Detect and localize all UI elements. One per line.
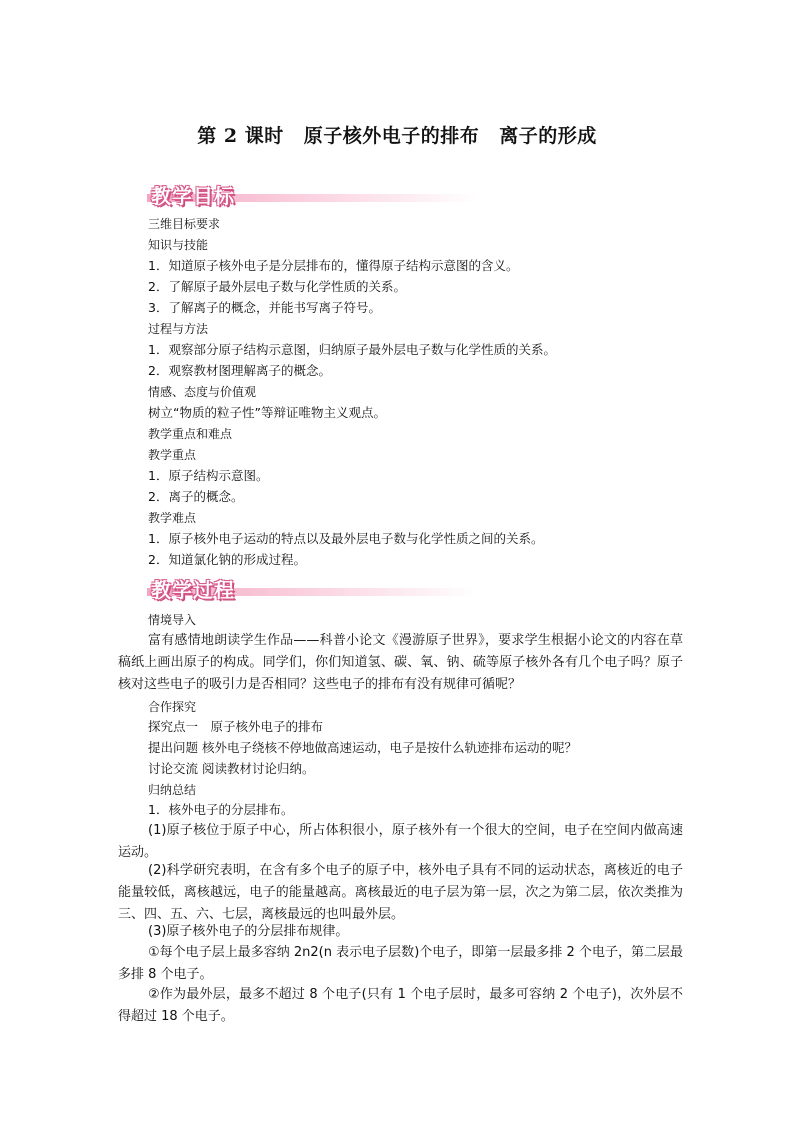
focus-item: 1．原子结构示意图。 [148,468,269,483]
title-topic-2: 离子的形成 [499,125,597,147]
focus-heading: 教学重点 [148,448,197,462]
difficulty-item: 2．知道氯化钠的形成过程。 [148,552,306,567]
intro-paragraph: 富有感情地朗读学生作品——科普小论文《漫游原子世界》，要求学生根据小论文的内容在草稿纸上画出原子的构成。同学们，你们知道氢、碳、氧、钠、硫等原子核外各有几个电子吗？原子核对这些电子的吸引力是否相同？这些电子的排布有没有规律可循呢？ [118,633,683,692]
goals-heading: 三维目标要求 [148,217,221,231]
coop-heading: 合作探究 [148,700,197,714]
summary-paragraph-5: ②作为最外层，最多不超过 8 个电子(只有 1 个电子层时，最多可容纳 2 个电子)，次外层不得超过 18 个电子。 [118,987,683,1024]
attitude-heading: 情感、态度与价值观 [148,385,257,399]
exploration-point-1: 探究点一 原子核外电子的排布 [148,719,324,734]
intro-heading: 情境导入 [148,613,197,627]
objectives-banner [147,180,477,210]
process-method-heading: 过程与方法 [148,322,209,336]
banner-label: 教学过程 [151,578,235,602]
title-lesson-number: 第 2 课时 [197,125,284,147]
difficulty-heading: 教学难点 [148,511,197,525]
attitude-text: 树立“物质的粒子性”等辩证唯物主义观点。 [148,405,386,420]
keypoints-heading: 教学重点和难点 [148,427,233,441]
summary-paragraph-4: ①每个电子层上最多容纳 2n2(n 表示电子层数)个电子，即第一层最多排 2 个电子，第二层最多排 8 个电子。 [118,945,683,982]
summary-heading: 归纳总结 [148,783,197,797]
process-method-item: 1．观察部分原子结构示意图，归纳原子最外层电子数与化学性质的关系。 [148,342,556,357]
summary-paragraph-1: (1)原子核位于原子中心，所占体积很小，原子核外有一个很大的空间，电子在空间内做高速运动。 [118,823,683,860]
process-method-item: 2．观察教材图理解离子的概念。 [148,363,331,378]
lesson-title [0,121,794,148]
knowledge-item: 3．了解离子的概念，并能书写离子符号。 [148,300,381,315]
difficulty-item: 1．原子核外电子运动的特点以及最外层电子数与化学性质之间的关系。 [148,531,544,546]
focus-item: 2．离子的概念。 [148,489,244,504]
summary-item-1: 1．核外电子的分层排布。 [148,802,294,817]
summary-paragraph-2: (2)科学研究表明，在含有多个电子的原子中，核外电子具有不同的运动状态，离核近的电子能量较低，离核越远，电子的能量越高。离核最近的电子层为第一层，次之为第二层，依次类推为三、四、五、六、七层，离核最远的也叫最外层。 [118,863,683,922]
knowledge-item: 2．了解原子最外层电子数与化学性质的关系。 [148,279,406,294]
discussion-text: 讨论交流 阅读教材讨论归纳。 [148,761,315,776]
question-text: 提出问题 核外电子绕核不停地做高速运动，电子是按什么轨迹排布运动的呢？ [148,740,577,755]
process-banner [147,574,477,604]
summary-paragraph-3: (3)原子核外电子的分层排布规律。 [148,924,349,939]
banner-label: 教学目标 [151,184,235,208]
title-topic-1: 原子核外电子的排布 [303,125,480,147]
knowledge-item: 1．知道原子核外电子是分层排布的，懂得原子结构示意图的含义。 [148,258,519,273]
knowledge-heading: 知识与技能 [148,238,209,252]
